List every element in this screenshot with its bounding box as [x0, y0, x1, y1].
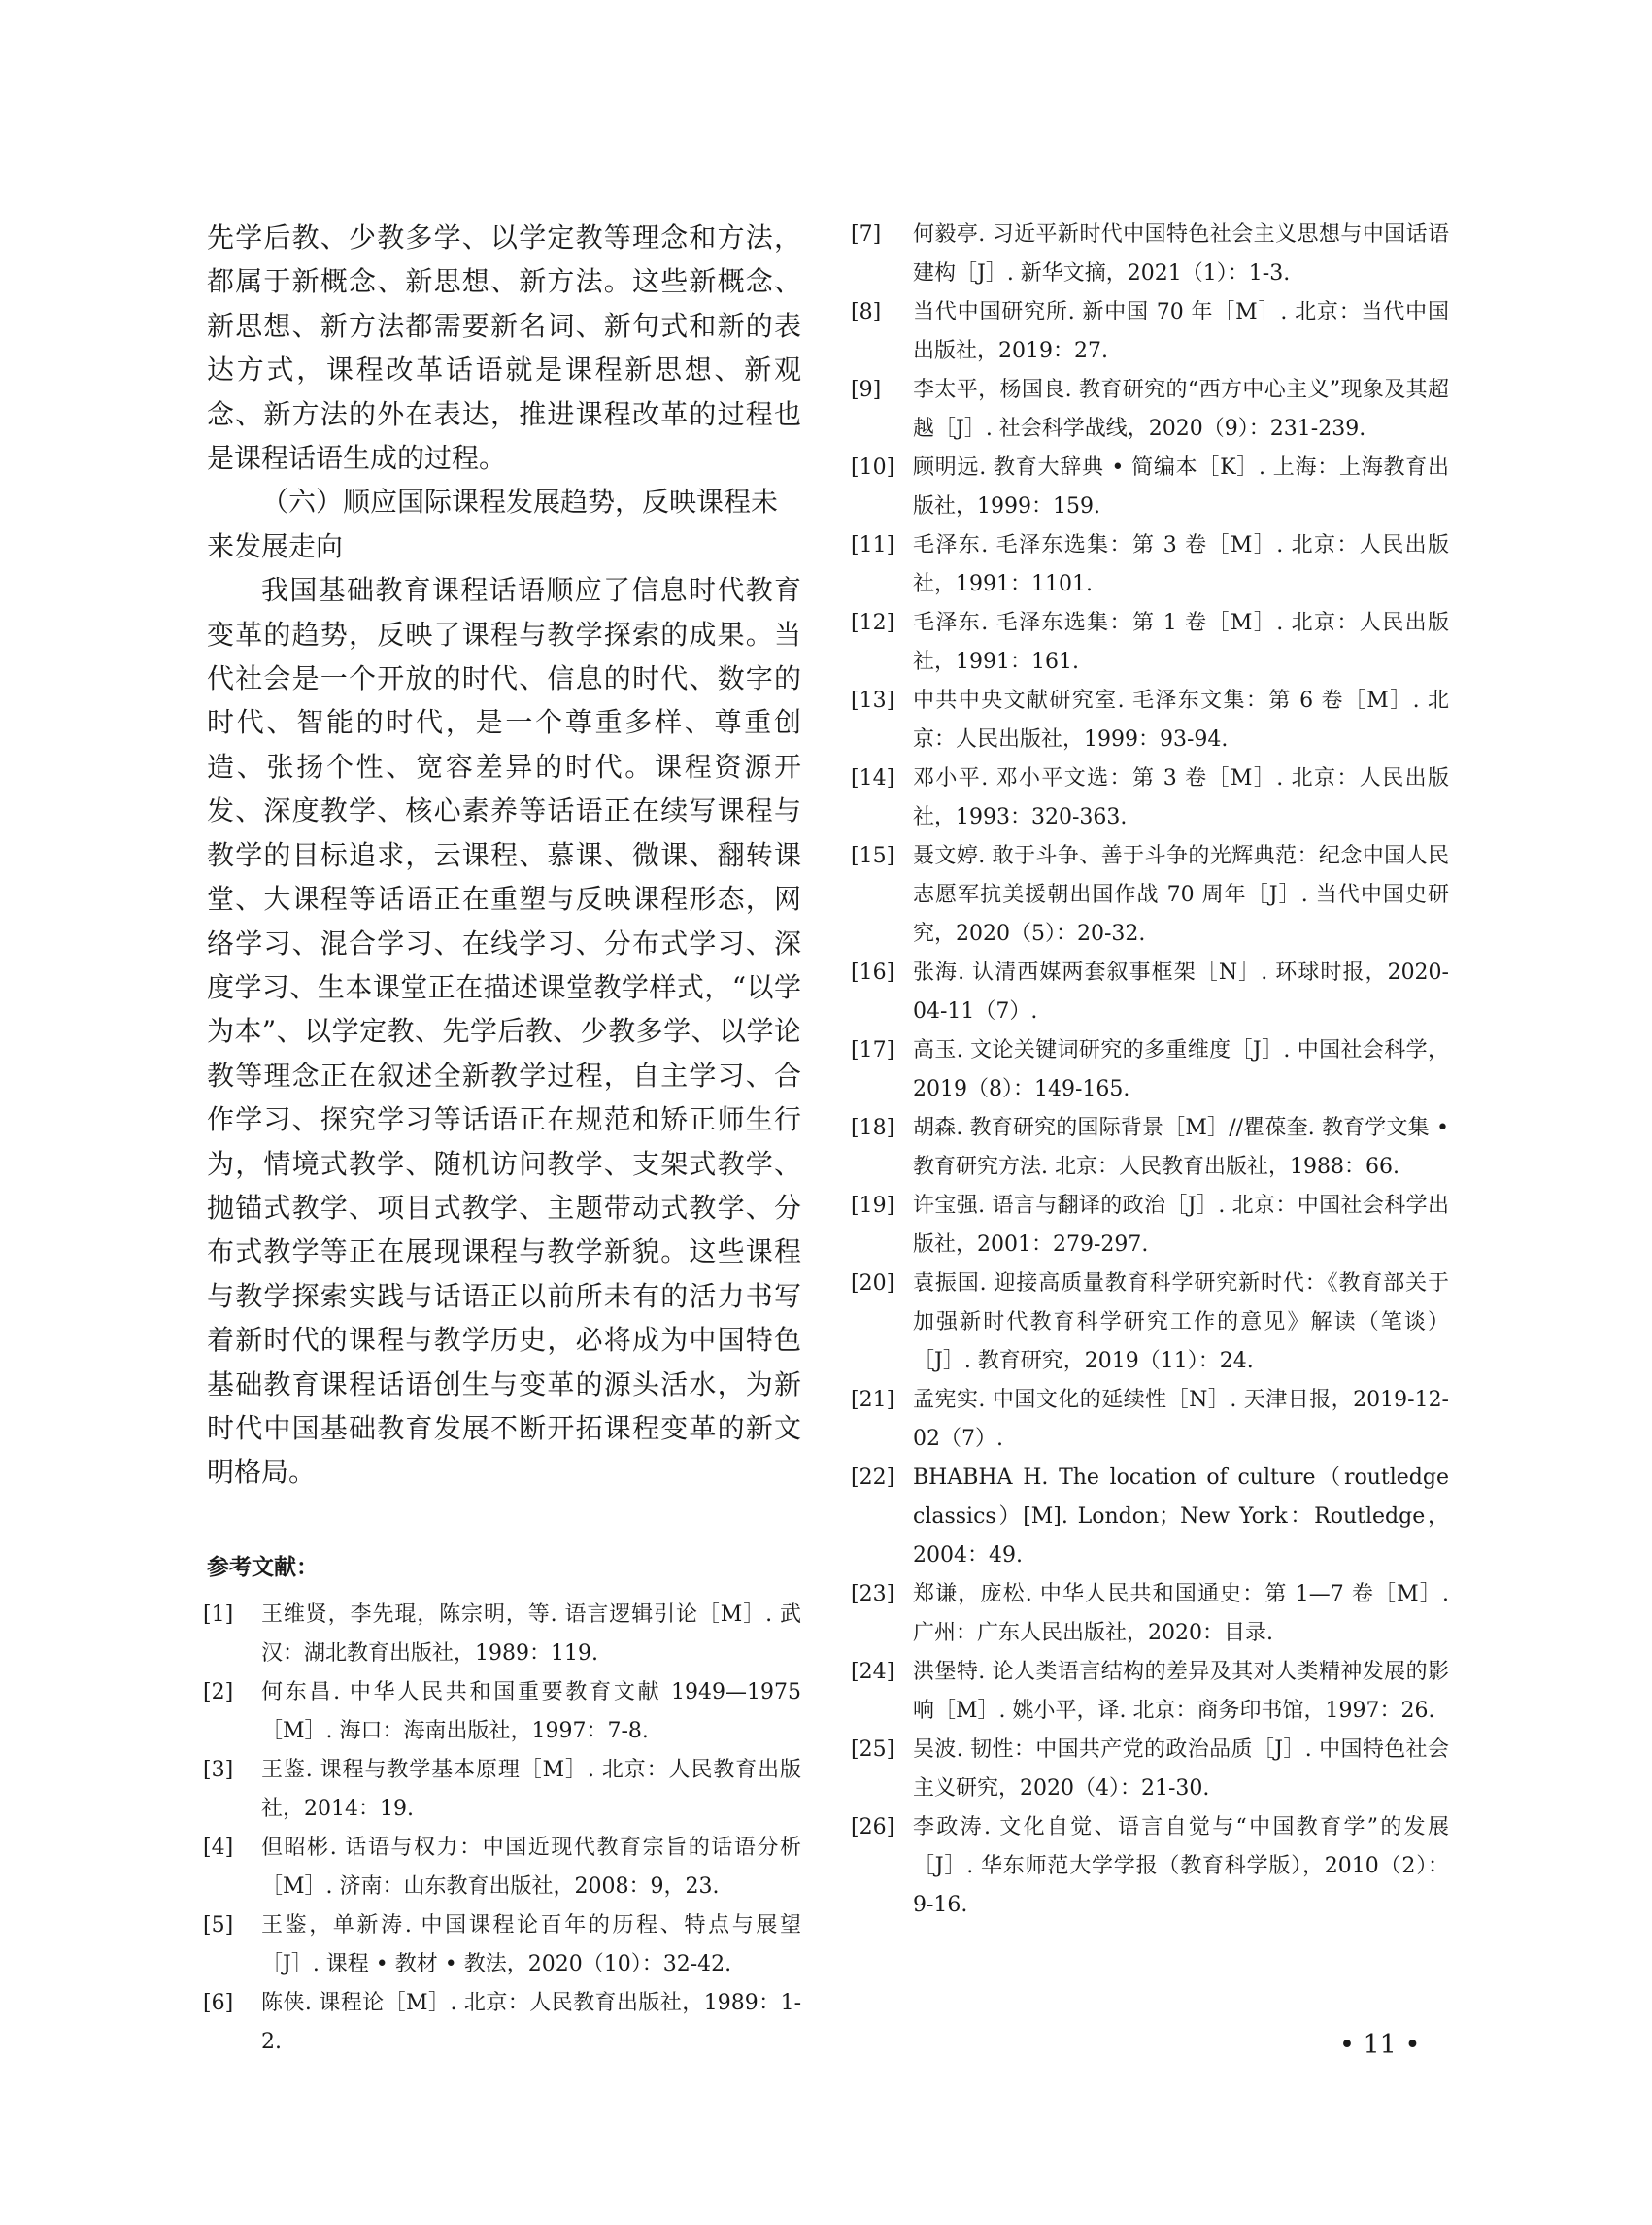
reference-text: 胡森. 教育研究的国际背景［M］//瞿葆奎. 教育学文集 • 教育研究方法. 北京：人民教育出版社，1988：66.	[913, 1116, 1449, 1179]
reference-text: 何东昌. 中华人民共和国重要教育文献 1949—1975［M］. 海口：海南出版社，1997：7-8.	[261, 1679, 801, 1743]
reference-number: [1]	[203, 1601, 234, 1627]
reference-item	[851, 1264, 1449, 1381]
reference-item	[203, 1906, 801, 1984]
reference-number: [3]	[203, 1757, 234, 1782]
reference-text: 顾明远. 教育大辞典 • 简编本［K］. 上海：上海教育出版社，1999：159.	[913, 455, 1449, 519]
reference-item	[851, 1381, 1449, 1459]
reference-text: 邓小平. 邓小平文选：第 3 卷［M］. 北京：人民出版社，1993：320-363.	[913, 766, 1449, 829]
reference-text: 毛泽东. 毛泽东选集：第 3 卷［M］. 北京：人民出版社，1991：1101.	[913, 533, 1449, 596]
reference-item	[851, 293, 1449, 371]
reference-text: 张海. 认清西媒两套叙事框架［N］. 环球时报，2020-04-11（7）.	[913, 961, 1449, 1024]
reference-number: [17]	[851, 1038, 895, 1062]
reference-text: 王鉴，单新涛. 中国课程论百年的历程、特点与展望［J］. 课程 • 教材 • 教法，2020（10）：32-42.	[261, 1912, 801, 1976]
reference-text: 毛泽东. 毛泽东选集：第 1 卷［M］. 北京：人民出版社，1991：161.	[913, 611, 1449, 674]
reference-number: [12]	[851, 611, 895, 635]
right-column	[851, 216, 1449, 1925]
reference-number: [24]	[851, 1660, 895, 1684]
reference-text: 陈侠. 课程论［M］. 北京：人民教育出版社，1989：1-2.	[261, 1990, 801, 2054]
reference-item	[851, 216, 1449, 293]
reference-number: [25]	[851, 1737, 895, 1762]
reference-item	[851, 1031, 1449, 1109]
reference-number: [10]	[851, 455, 895, 480]
reference-text: 聂文婷. 敢于斗争、善于斗争的光辉典范：纪念中国人民志愿军抗美援朝出国作战 70 周年［J］. 当代中国史研究，2020（5）：20-32.	[913, 844, 1449, 946]
section-subheading: （六）顺应国际课程发展趋势，反映课程未来发展走向	[207, 486, 779, 562]
left-column	[203, 216, 801, 2062]
reference-number: [11]	[851, 533, 895, 557]
reference-item	[203, 1673, 801, 1751]
body-paragraph: 先学后教、少教多学、以学定教等理念和方法，都属于新概念、新思想、新方法。这些新概念、新思想、新方法都需要新名词、新句式和新的表达方式，课程改革话语就是课程新思想、新观念、新方法的外在表达，推进课程改革的过程也是课程话语生成的过程。	[207, 221, 801, 475]
reference-number: [23]	[851, 1582, 895, 1606]
reference-text: 但昭彬. 话语与权力：中国近现代教育宗旨的话语分析［M］. 济南：山东教育出版社，2008：9，23.	[261, 1835, 801, 1899]
reference-number: [21]	[851, 1388, 895, 1412]
body-paragraph: 我国基础教育课程话语顺应了信息时代教育变革的趋势，反映了课程与教学探索的成果。当代社会是一个开放的时代、信息的时代、数字的时代、智能的时代，是一个尊重多样、尊重创造、张扬个性、宽容差异的时代。课程资源开发、深度教学、核心素养等话语正在续写课程与教学的目标追求，云课程、慕课、微课、翻转课堂、大课程等话语正在重塑与反映课程形态，网络学习、混合学习、在线学习、分布式学习、深度学习、生本课堂正在描述课堂教学样式，“以学为本”、以学定教、先学后教、少教多学、以学论教等理念正在叙述全新教学过程，自主学习、合作学习、探究学习等话语正在规范和矫正师生行为，情境式教学、随机访问教学、支架式教学、抛锚式教学、项目式教学、主题带动式教学、分布式教学等正在展现课程与教学新貌。这些课程与教学探索实践与话语正以前所未有的活力书写着新时代的课程与教学历史，必将成为中国特色基础教育课程话语创生与变革的源头活水，为新时代中国基础教育发展不断开拓课程变革的新文明格局。	[207, 574, 801, 1489]
reference-list	[851, 216, 1449, 1925]
reference-item	[851, 682, 1449, 759]
reference-item	[851, 837, 1449, 954]
reference-text: 何毅亭. 习近平新时代中国特色社会主义思想与中国话语建构［J］. 新华文摘，2021（1）：1-3.	[913, 222, 1449, 286]
reference-item	[851, 449, 1449, 526]
reference-item	[851, 526, 1449, 604]
reference-item	[851, 1575, 1449, 1653]
reference-number: [22]	[851, 1466, 895, 1490]
reference-item	[851, 1109, 1449, 1187]
reference-item	[851, 1653, 1449, 1731]
references-heading: 参考文献：	[207, 1554, 319, 1580]
reference-text: 洪堡特. 论人类语言结构的差异及其对人类精神发展的影响［M］. 姚小平，译. 北京：商务印书馆，1997：26.	[913, 1660, 1449, 1723]
reference-item	[851, 1459, 1449, 1575]
reference-text: 中共中央文献研究室. 毛泽东文集：第 6 卷［M］. 北京：人民出版社，1999：93-94.	[913, 689, 1449, 752]
reference-item	[851, 954, 1449, 1031]
reference-text: 孟宪实. 中国文化的延续性［N］. 天津日报，2019-12-02（7）.	[913, 1388, 1449, 1451]
reference-number: [26]	[851, 1815, 895, 1839]
reference-item	[203, 1984, 801, 2062]
reference-number: [20]	[851, 1271, 895, 1296]
reference-number: [14]	[851, 766, 895, 791]
reference-item	[851, 1731, 1449, 1808]
reference-number: [2]	[203, 1679, 234, 1704]
reference-number: [16]	[851, 961, 895, 985]
reference-number: [15]	[851, 844, 895, 868]
reference-number: [6]	[203, 1990, 234, 2015]
reference-text: 李政涛. 文化自觉、语言自觉与“中国教育学”的发展［J］. 华东师范大学学报（教育科学版），2010（2）：9-16.	[913, 1815, 1449, 1917]
reference-item	[851, 1187, 1449, 1264]
reference-item	[203, 1751, 801, 1829]
reference-item	[851, 1808, 1449, 1925]
reference-number: [8]	[851, 300, 882, 324]
reference-text: BHABHA H. The location of culture（routledge classics）[M]. London；New York：Routledge，2004：49.	[913, 1466, 1449, 1568]
page-number: • 11 •	[1339, 2030, 1421, 2060]
reference-list	[203, 1596, 801, 2062]
reference-text: 许宝强. 语言与翻译的政治［J］. 北京：中国社会科学出版社，2001：279-297.	[913, 1194, 1449, 1257]
reference-text: 郑谦，庞松. 中华人民共和国通史：第 1—7 卷［M］. 广州：广东人民出版社，2020：目录.	[913, 1582, 1449, 1645]
reference-number: [4]	[203, 1835, 234, 1860]
reference-item	[851, 759, 1449, 837]
reference-number: [7]	[851, 222, 882, 247]
reference-text: 王鉴. 课程与教学基本原理［M］. 北京：人民教育出版社，2014：19.	[261, 1757, 801, 1821]
reference-number: [18]	[851, 1116, 895, 1140]
reference-item	[203, 1596, 801, 1673]
reference-text: 高玉. 文论关键词研究的多重维度［J］. 中国社会科学，2019（8）：149-165.	[913, 1038, 1449, 1101]
reference-text: 吴波. 韧性：中国共产党的政治品质［J］. 中国特色社会主义研究，2020（4）：21-30.	[913, 1737, 1449, 1801]
reference-text: 王维贤，李先琨，陈宗明，等. 语言逻辑引论［M］. 武汉：湖北教育出版社，1989：119.	[261, 1601, 801, 1666]
reference-text: 袁振国. 迎接高质量教育科学研究新时代：《教育部关于加强新时代教育科学研究工作的意见》解读（笔谈）［J］. 教育研究，2019（11）：24.	[913, 1271, 1449, 1373]
reference-item	[851, 604, 1449, 682]
reference-item	[851, 371, 1449, 449]
reference-text: 当代中国研究所. 新中国 70 年［M］. 北京：当代中国出版社，2019：27.	[913, 300, 1449, 363]
reference-number: [9]	[851, 378, 882, 402]
reference-number: [5]	[203, 1912, 234, 1938]
reference-number: [13]	[851, 689, 895, 713]
reference-text: 李太平，杨国良. 教育研究的“西方中心主义”现象及其超越［J］. 社会科学战线，2020（9）：231-239.	[913, 378, 1449, 441]
reference-number: [19]	[851, 1194, 895, 1218]
reference-item	[203, 1829, 801, 1906]
